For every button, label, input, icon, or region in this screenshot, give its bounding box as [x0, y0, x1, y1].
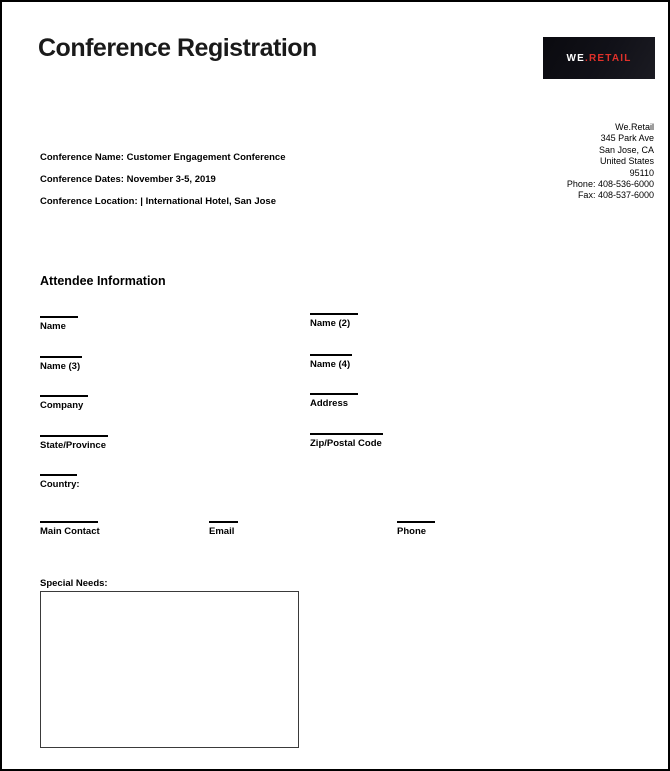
- company-street: 345 Park Ave: [600, 133, 654, 144]
- field-main-contact: [40, 521, 100, 537]
- field-name-4: [310, 354, 352, 370]
- field-state-province: [40, 435, 108, 451]
- phone-input-line[interactable]: [397, 521, 435, 523]
- page-title: Conference Registration: [38, 34, 317, 62]
- company-input-line[interactable]: [40, 395, 88, 397]
- field-country: [40, 474, 80, 490]
- conference-dates-line: Conference Dates: November 3-5, 2019: [40, 174, 216, 185]
- company-city: San Jose, CA: [598, 144, 654, 155]
- field-name-3: [40, 356, 82, 372]
- conference-name-line: Conference Name: Customer Engagement Conference: [40, 152, 286, 163]
- company-zip: 95110: [629, 167, 654, 178]
- logo-text-we: WE: [566, 52, 585, 64]
- state-province-label: State/Province: [40, 440, 106, 451]
- zip-postal-code-input-line[interactable]: [310, 433, 383, 435]
- email-input-line[interactable]: [209, 521, 238, 523]
- attendee-information-heading: Attendee Information: [40, 274, 166, 288]
- country-label: Country:: [40, 479, 80, 490]
- name-2-input-line[interactable]: [310, 313, 358, 315]
- address-input-line[interactable]: [310, 393, 358, 395]
- company-fax: Fax: 408-537-6000: [577, 190, 654, 201]
- main-contact-input-line[interactable]: [40, 521, 98, 523]
- field-name: [40, 316, 78, 332]
- name-2-label: Name (2): [310, 318, 351, 329]
- field-address: [310, 393, 358, 409]
- email-label: Email: [209, 526, 235, 537]
- conference-details: [40, 152, 285, 218]
- name-3-input-line[interactable]: [40, 356, 82, 358]
- field-name-2: [310, 313, 358, 329]
- name-4-label: Name (4): [310, 359, 351, 370]
- special-needs-textarea[interactable]: [40, 591, 299, 748]
- company-label: Company: [40, 400, 84, 411]
- company-name: We.Retail: [615, 122, 654, 132]
- name-4-input-line[interactable]: [310, 354, 352, 356]
- field-company: [40, 395, 88, 411]
- conference-location-line: Conference Location: | International Hotel, San Jose: [40, 196, 276, 207]
- name-input-line[interactable]: [40, 316, 78, 318]
- company-address-block: [567, 122, 654, 202]
- name-3-label: Name (3): [40, 361, 81, 372]
- field-email: [209, 521, 238, 537]
- state-province-input-line[interactable]: [40, 435, 108, 437]
- company-phone: Phone: 408-536-6000: [566, 179, 654, 190]
- country-input-line[interactable]: [40, 474, 77, 476]
- company-country: United States: [599, 156, 654, 167]
- special-needs-label: Special Needs:: [40, 578, 108, 589]
- zip-postal-code-label: Zip/Postal Code: [310, 438, 382, 449]
- address-label: Address: [310, 398, 349, 409]
- we-retail-logo: [543, 37, 655, 79]
- logo-text-retail: .RETAIL: [584, 52, 632, 64]
- field-zip-postal-code: [310, 433, 383, 449]
- main-contact-label: Main Contact: [40, 526, 100, 537]
- phone-label: Phone: [397, 526, 427, 537]
- field-phone: [397, 521, 435, 537]
- name-label: Name: [40, 321, 66, 332]
